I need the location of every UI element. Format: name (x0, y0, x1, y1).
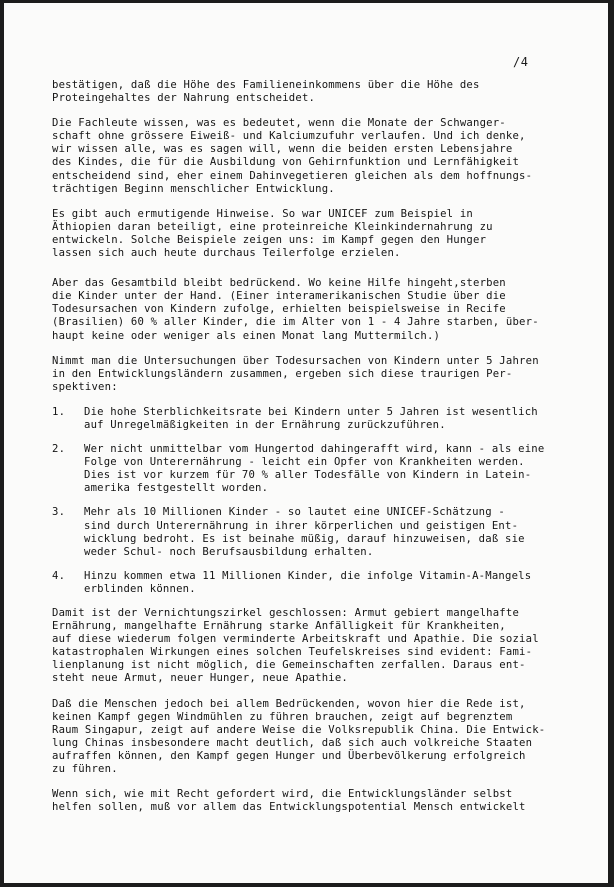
text-line: haupt keine oder weniger als einen Monat lang Muttermilch.) (52, 329, 441, 342)
text-line: aufraffen können, den Kampf gegen Hunger und Überbevölkerung erfolgreich (52, 749, 526, 762)
list-item-text (84, 443, 544, 495)
paragraph (52, 607, 582, 686)
text-line: lassen sich auch heute durchaus Teilerfolge erzielen. (52, 247, 401, 260)
text-line: spektiven: (52, 380, 118, 393)
paragraph (52, 788, 582, 814)
text-line: wicklung bedroht. Es ist beinahe müßig, darauf hinzuweisen, daß sie (84, 532, 525, 545)
text-line: Nimmt man die Untersuchungen über Todesursachen von Kindern unter 5 Jahren (52, 354, 539, 367)
list-item (52, 443, 582, 495)
paragraph (52, 277, 582, 342)
numbered-list (52, 406, 582, 596)
paragraph (52, 79, 582, 105)
text-line: lienplanung ist nicht möglich, die Gemeinschaften zerfallen. Daraus ent- (52, 659, 526, 672)
text-line: Wer nicht unmittelbar vom Hungertod dahingerafft wird, kann - als eine (84, 443, 545, 456)
text-line: entscheidend sind, eher einem Dahinvegetieren gleichen als dem hoffnungs- (52, 169, 533, 182)
text-line: erblinden können. (84, 582, 196, 595)
paragraph (52, 698, 582, 777)
text-line: trächtigen Beginn menschlicher Entwicklung. (52, 182, 335, 195)
list-item-text (84, 406, 538, 432)
text-line: (Brasilien) 60 % aller Kinder, die im Alter von 1 - 4 Jahre starben, über- (52, 316, 539, 329)
text-line: Proteingehaltes der Nahrung entscheidet. (52, 92, 316, 105)
text-line: Dies ist vor kurzem für 70 % aller Todesfälle von Kindern in Latein- (84, 469, 532, 482)
text-line: Es gibt auch ermutigende Hinweise. So war UNICEF zum Beispiel in (52, 207, 473, 220)
text-line: Aber das Gesamtbild bleibt bedrückend. Wo keine Hilfe hingeht,sterben (52, 277, 506, 290)
list-item-number: 2. (52, 443, 66, 456)
text-line: Damit ist der Vernichtungszirkel geschlossen: Armut gebiert mangelhafte (52, 607, 520, 619)
list-item (52, 506, 582, 558)
paragraph (52, 355, 582, 394)
list-item-number: 4. (52, 569, 66, 582)
text-line: Die Fachleute wissen, was es bedeutet, wenn die Monate der Schwanger- (52, 117, 506, 130)
text-line: Wenn sich, wie mit Recht gefordert wird, die Entwicklungsländer selbst (52, 788, 513, 801)
text-line: Äthiopien daran beteiligt, eine proteinreiche Kleinkindernahrung zu (52, 220, 493, 233)
text-line: in den Entwicklungsländern zusammen, ergeben sich diese traurigen Per- (52, 367, 513, 380)
closing-paragraphs (52, 607, 582, 814)
list-item (52, 406, 582, 432)
text-line: Die hohe Sterblichkeitsrate bei Kindern unter 5 Jahren ist wesentlich (84, 405, 538, 418)
text-line: helfen sollen, muß vor allem das Entwicklungspotential Mensch entwickelt (52, 801, 526, 814)
text-line: wir wissen alle, was es sagen will, wenn die beiden ersten Lebensjahre (52, 143, 513, 156)
text-line: katastrophalen Wirkungen eines solchen Teufelskreises sind evident: Fami- (52, 646, 533, 659)
text-line: Raum Singapur, zeigt auf andere Weise die Volksrepublik China. Die Entwick- (52, 723, 546, 736)
text-line: auf diese wiederum folgen verminderte Arbeitskraft und Apathie. Die sozial (52, 633, 539, 646)
document-body (52, 79, 582, 826)
text-line: entwickeln. Solche Beispiele zeigen uns: im Kampf gegen den Hunger (52, 233, 487, 246)
text-line: auf Unregelmäßigkeiten in der Ernährung zurückzuführen. (84, 418, 446, 431)
text-line: Folge von Unterernährung - leicht ein Opfer von Krankheiten werden. (84, 456, 525, 469)
text-line: Hinzu kommen etwa 11 Millionen Kinder, die infolge Vitamin-A-Mangels (84, 569, 532, 582)
text-line: amerika festgestellt worden. (84, 482, 269, 495)
list-item (52, 570, 582, 596)
text-line: keinen Kampf gegen Windmühlen zu führen brauchen, zeigt auf begrenztem (52, 710, 513, 723)
text-line: Ernährung, mangelhafte Ernährung starke Anfälligkeit für Krankheiten, (52, 620, 506, 633)
text-line: bestätigen, daß die Höhe des Familieneinkommens über die Höhe des (52, 79, 480, 91)
text-line: steht neue Armut, neuer Hunger, neue Apathie. (52, 672, 349, 685)
text-line: weder Schul- noch Berufsausbildung erhalten. (84, 545, 374, 558)
text-line: schaft ohne grössere Eiweiß- und Kalciumzufuhr verlaufen. Und ich denke, (52, 130, 526, 143)
text-line: zu führen. (52, 763, 118, 776)
paragraph (52, 117, 582, 196)
list-item-text (84, 506, 525, 558)
text-line: sind durch Unterernährung in ihrer körperlichen und geistigen Ent- (84, 519, 519, 532)
list-item-number: 3. (52, 506, 66, 519)
text-line: Todesursachen von Kindern zufolge, erhielten beispielsweise in Recife (52, 303, 506, 316)
text-line: die Kinder unter der Hand. (Einer interamerikanischen Studie über die (52, 290, 506, 303)
text-line: Daß die Menschen jedoch bei allem Bedrückenden, wovon hier die Rede ist, (52, 697, 526, 710)
text-line: Mehr als 10 Millionen Kinder - so lautet eine UNICEF-Schätzung - (84, 506, 505, 519)
document-page (4, 3, 608, 883)
list-item-text (84, 570, 531, 596)
paragraph (52, 208, 582, 260)
intro-paragraphs (52, 79, 582, 394)
list-item-number: 1. (52, 405, 66, 418)
text-line: des Kindes, die für die Ausbildung von Gehirnfunktion und Lernfähigkeit (52, 156, 520, 169)
text-line: lung Chinas insbesondere macht deutlich, daß sich auch volkreiche Staaten (52, 736, 533, 749)
page-number: /4 (513, 55, 529, 69)
